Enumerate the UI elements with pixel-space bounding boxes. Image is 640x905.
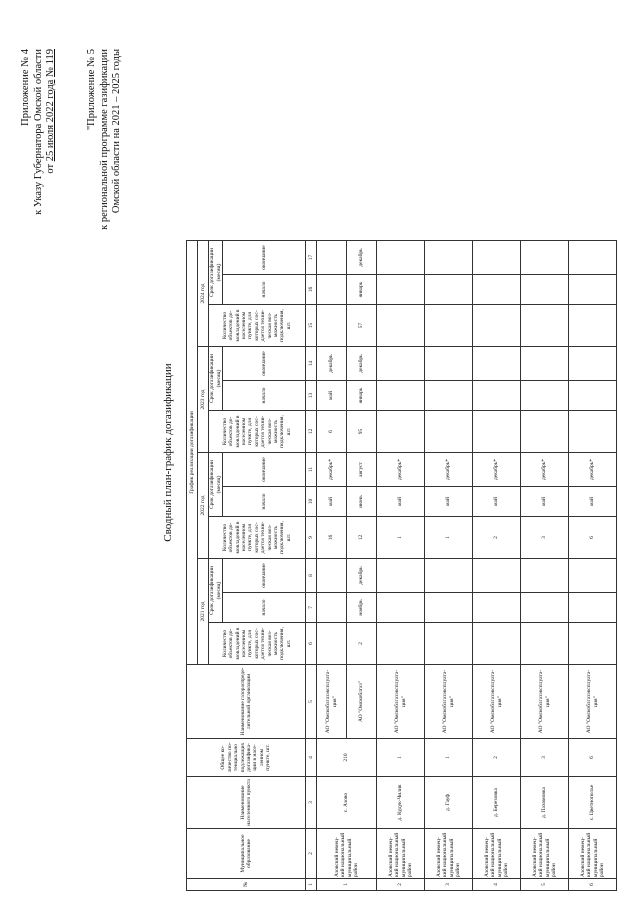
qty-2021: 2: [347, 623, 377, 665]
row-municipality: Азовский немец-кий национальный муниципальный район: [317, 829, 377, 879]
qty-2022: 3: [521, 517, 569, 559]
period-header: Срок догазификации (месяц): [209, 453, 223, 517]
end-2022: декабрь*: [377, 453, 425, 487]
qty-2022: 16: [317, 517, 347, 559]
qty-2023: [425, 411, 473, 453]
table-row: [521, 241, 569, 891]
start-2024: [377, 275, 425, 305]
start-2021: ноябрь: [347, 593, 377, 623]
end-2023: [377, 347, 425, 381]
start-2021: [569, 593, 617, 623]
start-2022: июнь: [347, 487, 377, 517]
appendix-number: Приложение № 4: [20, 49, 31, 126]
end-2023: декабрь: [347, 347, 377, 381]
column-number: 6: [306, 623, 317, 665]
column-number: 14: [306, 347, 317, 381]
end-2024: декабрь: [347, 241, 377, 275]
start-2022: май: [377, 487, 425, 517]
row-organization: АО "Омскоблгазэксплуата-ция": [473, 665, 521, 739]
row-organization: АО "Омскоблгазэксплуата-ция": [425, 665, 473, 739]
column-number: 4: [306, 739, 317, 777]
qty-2021: [317, 623, 347, 665]
row-total: 2: [473, 739, 521, 777]
end-2022: декабрь*: [317, 453, 347, 487]
column-number: 11: [306, 453, 317, 487]
start-2023: май: [317, 381, 347, 411]
column-number: 7: [306, 593, 317, 623]
end-2024: [521, 241, 569, 275]
end-2023: [521, 347, 569, 381]
period-header: Срок догазификации (месяц): [209, 559, 223, 623]
col-municipality-header: Муниципальное образование: [187, 829, 306, 879]
column-number: 13: [306, 381, 317, 411]
column-number: 15: [306, 305, 317, 347]
start-2024: [425, 275, 473, 305]
start-2024: [317, 275, 347, 305]
end-header: окончание: [223, 559, 306, 593]
qty-2022: 6: [569, 517, 617, 559]
table-row: [569, 241, 617, 891]
program-header: [86, 49, 124, 349]
qty-header: Количество объектов до-мовладений в населенном пункте, для которых сос-дается техни-ческая воз-можность подключения, шт.: [209, 411, 306, 453]
end-2024: [569, 241, 617, 275]
start-2023: январь: [347, 381, 377, 411]
start-2024: [473, 275, 521, 305]
row-organization: АО "Омскоблгазэксплуата-ция": [569, 665, 617, 739]
row-settlement: с. Цветнополье: [569, 777, 617, 829]
qty-2022: 12: [347, 517, 377, 559]
qty-2023: [473, 411, 521, 453]
start-2021: [317, 593, 347, 623]
row-no: 3: [425, 879, 473, 891]
row-organization: АО "Омскоблгазэксплуата-ция": [317, 665, 347, 739]
column-number: 3: [306, 777, 317, 829]
end-2022: декабрь*: [425, 453, 473, 487]
end-header: окончание: [223, 453, 306, 487]
column-number: 1: [306, 879, 317, 891]
start-2023: [473, 381, 521, 411]
program-period: Омской области на 2021 – 2025 годы: [111, 49, 122, 214]
start-2024: [569, 275, 617, 305]
row-municipality: Азовский немец-кий национальный муниципальный район: [377, 829, 425, 879]
row-settlement: д. Кудук-Чилик: [377, 777, 425, 829]
qty-2024: [377, 305, 425, 347]
start-2022: май: [473, 487, 521, 517]
end-2022: декабрь*: [473, 453, 521, 487]
end-2023: [569, 347, 617, 381]
qty-2024: [317, 305, 347, 347]
column-number: 17: [306, 241, 317, 275]
end-2021: [473, 559, 521, 593]
year-2023-header: 2023 год: [198, 347, 209, 453]
row-total: 3: [521, 739, 569, 777]
end-2023: декабрь: [317, 347, 347, 381]
program-name: к региональной программе газификации: [98, 49, 110, 230]
column-number: 8: [306, 559, 317, 593]
row-organization: АО "Омскоблгазэксплуата-ция": [377, 665, 425, 739]
end-2021: [569, 559, 617, 593]
period-header: Срок догазификации (месяц): [209, 241, 223, 305]
qty-header: Количество объектов до-мовладений в населенном пункте, для которых сос-дается техни-ческая воз-можность подключения, шт.: [209, 623, 306, 665]
year-2024-header: 2024 год: [198, 241, 209, 347]
end-2024: [473, 241, 521, 275]
end-2022: декабрь*: [521, 453, 569, 487]
col-settlement-header: Наименование населенного пункта: [187, 777, 306, 829]
start-2021: [425, 593, 473, 623]
table-row: [425, 241, 473, 891]
start-2021: [377, 593, 425, 623]
row-total: 210: [317, 739, 377, 777]
qty-2024: [425, 305, 473, 347]
row-total: 1: [377, 739, 425, 777]
qty-2024: [521, 305, 569, 347]
end-2021: [317, 559, 347, 593]
row-settlement: д. Гауф: [425, 777, 473, 829]
row-municipality: Азовский немец-кий национальный муниципальный район: [425, 829, 473, 879]
appendix-header: [20, 49, 58, 349]
column-number: 16: [306, 275, 317, 305]
end-2021: декабрь: [347, 559, 377, 593]
col-total-header: Общее ко-личество по-тенциально подлежащих догазифика-ции в насе-ленном пункте, шт.: [187, 739, 306, 777]
row-total: 1: [425, 739, 473, 777]
decree-reference: к Указу Губернатора Омской области: [32, 49, 44, 215]
qty-header: Количество объектов до-мовладений в населенном пункте, для которых сос-дается техни-ческая воз-можность подключения, шт.: [209, 305, 306, 347]
qty-2021: [377, 623, 425, 665]
qty-2021: [521, 623, 569, 665]
qty-2024: [473, 305, 521, 347]
qty-2023: [521, 411, 569, 453]
program-appendix: "Приложение № 5: [86, 49, 97, 131]
end-2023: [473, 347, 521, 381]
end-2023: [425, 347, 473, 381]
end-header: окончание: [223, 241, 306, 275]
col-no-header: №: [187, 879, 306, 891]
table-row: [473, 241, 521, 891]
qty-2021: [425, 623, 473, 665]
start-2022: май: [569, 487, 617, 517]
end-2022: декабрь*: [569, 453, 617, 487]
qty-2022: 1: [425, 517, 473, 559]
row-settlement: д. Березовка: [473, 777, 521, 829]
period-header: Срок догазификации (месяц): [209, 347, 223, 411]
qty-2022: 1: [377, 517, 425, 559]
qty-2021: [473, 623, 521, 665]
end-2021: [377, 559, 425, 593]
start-2022: май: [521, 487, 569, 517]
column-number: 2: [306, 829, 317, 879]
table-row: [317, 241, 347, 891]
start-2022: май: [425, 487, 473, 517]
start-2023: [521, 381, 569, 411]
end-2021: [425, 559, 473, 593]
year-2022-header: 2022 год: [198, 453, 209, 559]
qty-2023: 6: [317, 411, 347, 453]
schedule-header: График реализации догазификации: [187, 241, 198, 665]
schedule-table: [186, 240, 617, 891]
start-2023: [377, 381, 425, 411]
start-2022: май: [317, 487, 347, 517]
row-organization: АО "Омскоблгазэксплуата-ция": [521, 665, 569, 739]
column-number: 10: [306, 487, 317, 517]
year-2021-header: 2021 год: [198, 559, 209, 665]
row-settlement: с. Азово: [317, 777, 377, 829]
qty-header: Количество объектов до-мовладений в населенном пункте, для которых сос-дается техни-ческая воз-можность подключения, шт.: [209, 517, 306, 559]
row-no: 5: [521, 879, 569, 891]
start-2024: январь: [347, 275, 377, 305]
start-2023: [569, 381, 617, 411]
start-header: начало: [223, 487, 306, 517]
qty-2024: 57: [347, 305, 377, 347]
start-header: начало: [223, 593, 306, 623]
qty-2023: [377, 411, 425, 453]
row-total: 6: [569, 739, 617, 777]
row-municipality: Азовский немец-кий национальный муниципальный район: [569, 829, 617, 879]
end-2024: [317, 241, 347, 275]
column-number: 5: [306, 665, 317, 739]
start-2023: [425, 381, 473, 411]
start-2024: [521, 275, 569, 305]
qty-2023: 95: [347, 411, 377, 453]
qty-2021: [569, 623, 617, 665]
end-2022: август: [347, 453, 377, 487]
qty-2024: [569, 305, 617, 347]
row-no: 6: [569, 879, 617, 891]
end-header: окончание: [223, 347, 306, 381]
row-municipality: Азовский немец-кий национальный муниципальный район: [473, 829, 521, 879]
table-row: [377, 241, 425, 891]
start-2021: [473, 593, 521, 623]
col-organization-header: Наименование газораспреде-лительной организации: [187, 665, 306, 739]
row-organization: АО "Омскоблгаз": [347, 665, 377, 739]
column-number: 9: [306, 517, 317, 559]
qty-2022: 2: [473, 517, 521, 559]
row-no: 4: [473, 879, 521, 891]
start-header: начало: [223, 275, 306, 305]
row-no: 1: [317, 879, 377, 891]
row-settlement: д. Пахомовка: [521, 777, 569, 829]
decree-date-line: от 25 июля 2022 года № 119: [45, 49, 56, 174]
start-2021: [521, 593, 569, 623]
qty-2023: [569, 411, 617, 453]
end-2021: [521, 559, 569, 593]
row-no: 2: [377, 879, 425, 891]
column-number: 12: [306, 411, 317, 453]
end-2024: [425, 241, 473, 275]
page-title: Сводный план-график догазификации: [162, 363, 174, 542]
row-municipality: Азовский немец-кий национальный муниципальный район: [521, 829, 569, 879]
end-2024: [377, 241, 425, 275]
start-header: начало: [223, 381, 306, 411]
